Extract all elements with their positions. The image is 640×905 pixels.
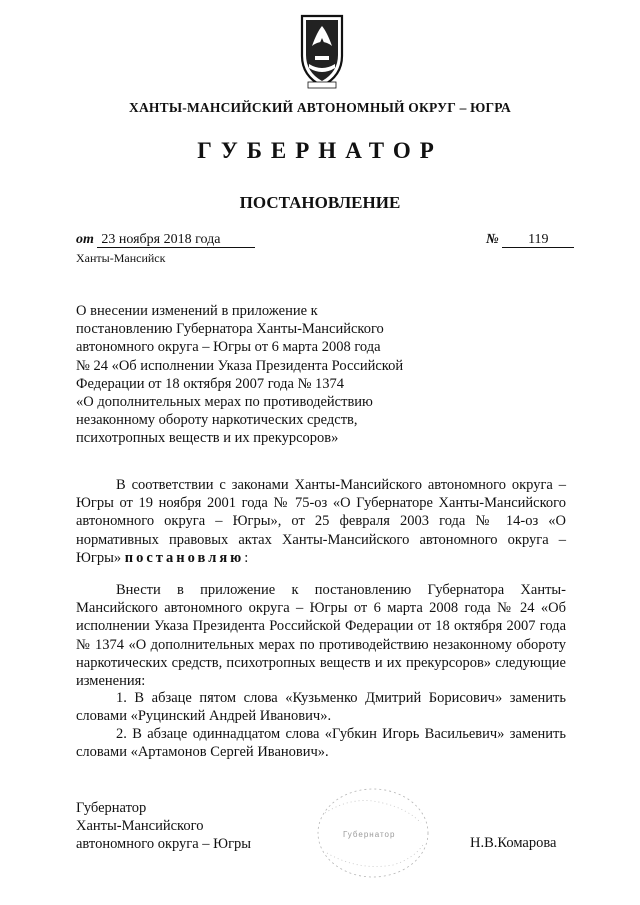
subject-line: № 24 «Об исполнении Указа Президента Российской (76, 357, 404, 374)
stamp-text: Губернатор (343, 830, 396, 839)
number-prefix: № (486, 232, 499, 247)
resolution-keyword: постановляю (124, 549, 245, 566)
document-subject (76, 302, 456, 448)
position-line: Губернатор (76, 800, 147, 816)
amendment-item-2: 2. В абзаце одиннадцатом слова «Губкин Игорь Васильевич» заменить словами «Артамонов Сергей Иванович». (76, 726, 566, 761)
date-line (76, 232, 255, 248)
amendment-item-1: 1. В абзаце пятом слова «Кузьменко Дмитрий Борисович» заменить словами «Руцинский Андрей Иванович». (76, 690, 566, 725)
region-name: ХАНТЫ-МАНСИЙСКИЙ АВТОНОМНЫЙ ОКРУГ – ЮГРА (129, 100, 511, 115)
subject-line: Федерации от 18 октября 2007 года № 1374 (76, 375, 345, 392)
subject-line: психотропных веществ и их прекурсоров» (76, 430, 339, 447)
subject-line: незаконному обороту наркотических средств, (76, 412, 358, 429)
subject-line: «О дополнительных мерах по противодействию (76, 394, 373, 411)
authority-title: ГУБЕРНАТОР (197, 138, 443, 163)
position-line: Ханты-Мансийского (76, 818, 204, 834)
number-line (486, 232, 574, 248)
subject-line: О внесении изменений в приложение к (76, 303, 318, 319)
document-date: 23 ноября 2018 года (97, 232, 255, 248)
document-place: Ханты-Мансийск (76, 251, 166, 265)
amendment-paragraph: Внести в приложение к постановлению Губернатора Ханты-Мансийского автономного округа – Югры от 6 марта 2008 года № 24 «Об исполнении Указа Президента Российской Федерации от 18 октября 2007 года № 1374 «О дополнительных мерах по противодействию незаконному обороту наркотических средств, психотропных веществ и их прекурсоров» следующие изменения: (76, 582, 566, 690)
position-line: автономного округа – Югры (76, 836, 252, 852)
document-type: ПОСТАНОВЛЕНИЕ (239, 193, 401, 212)
document-number: 119 (502, 232, 574, 248)
signatory-name: Н.В.Комарова (470, 835, 557, 851)
preamble-paragraph (76, 476, 566, 567)
signatory-position (76, 799, 251, 853)
signature-stamp (313, 783, 433, 883)
khmao-coat-of-arms-icon (297, 12, 347, 90)
date-prefix: от (76, 232, 94, 247)
subject-line: автономного округа – Югры от 6 марта 2008 года (76, 339, 381, 356)
preamble-end: : (244, 549, 249, 566)
preamble-text: В соответствии с законами Ханты-Мансийского автономного округа – Югры от 19 ноября 2001 года № 75-оз «О Губернаторе Ханты-Мансийского автономного округа – Югры», от 25 февраля 2003 года № 14-оз «О нормативных правовых актах Ханты-Мансийского автономного округа – Югры» (76, 477, 566, 566)
subject-line: постановлению Губернатора Ханты-Мансийского (76, 321, 384, 338)
